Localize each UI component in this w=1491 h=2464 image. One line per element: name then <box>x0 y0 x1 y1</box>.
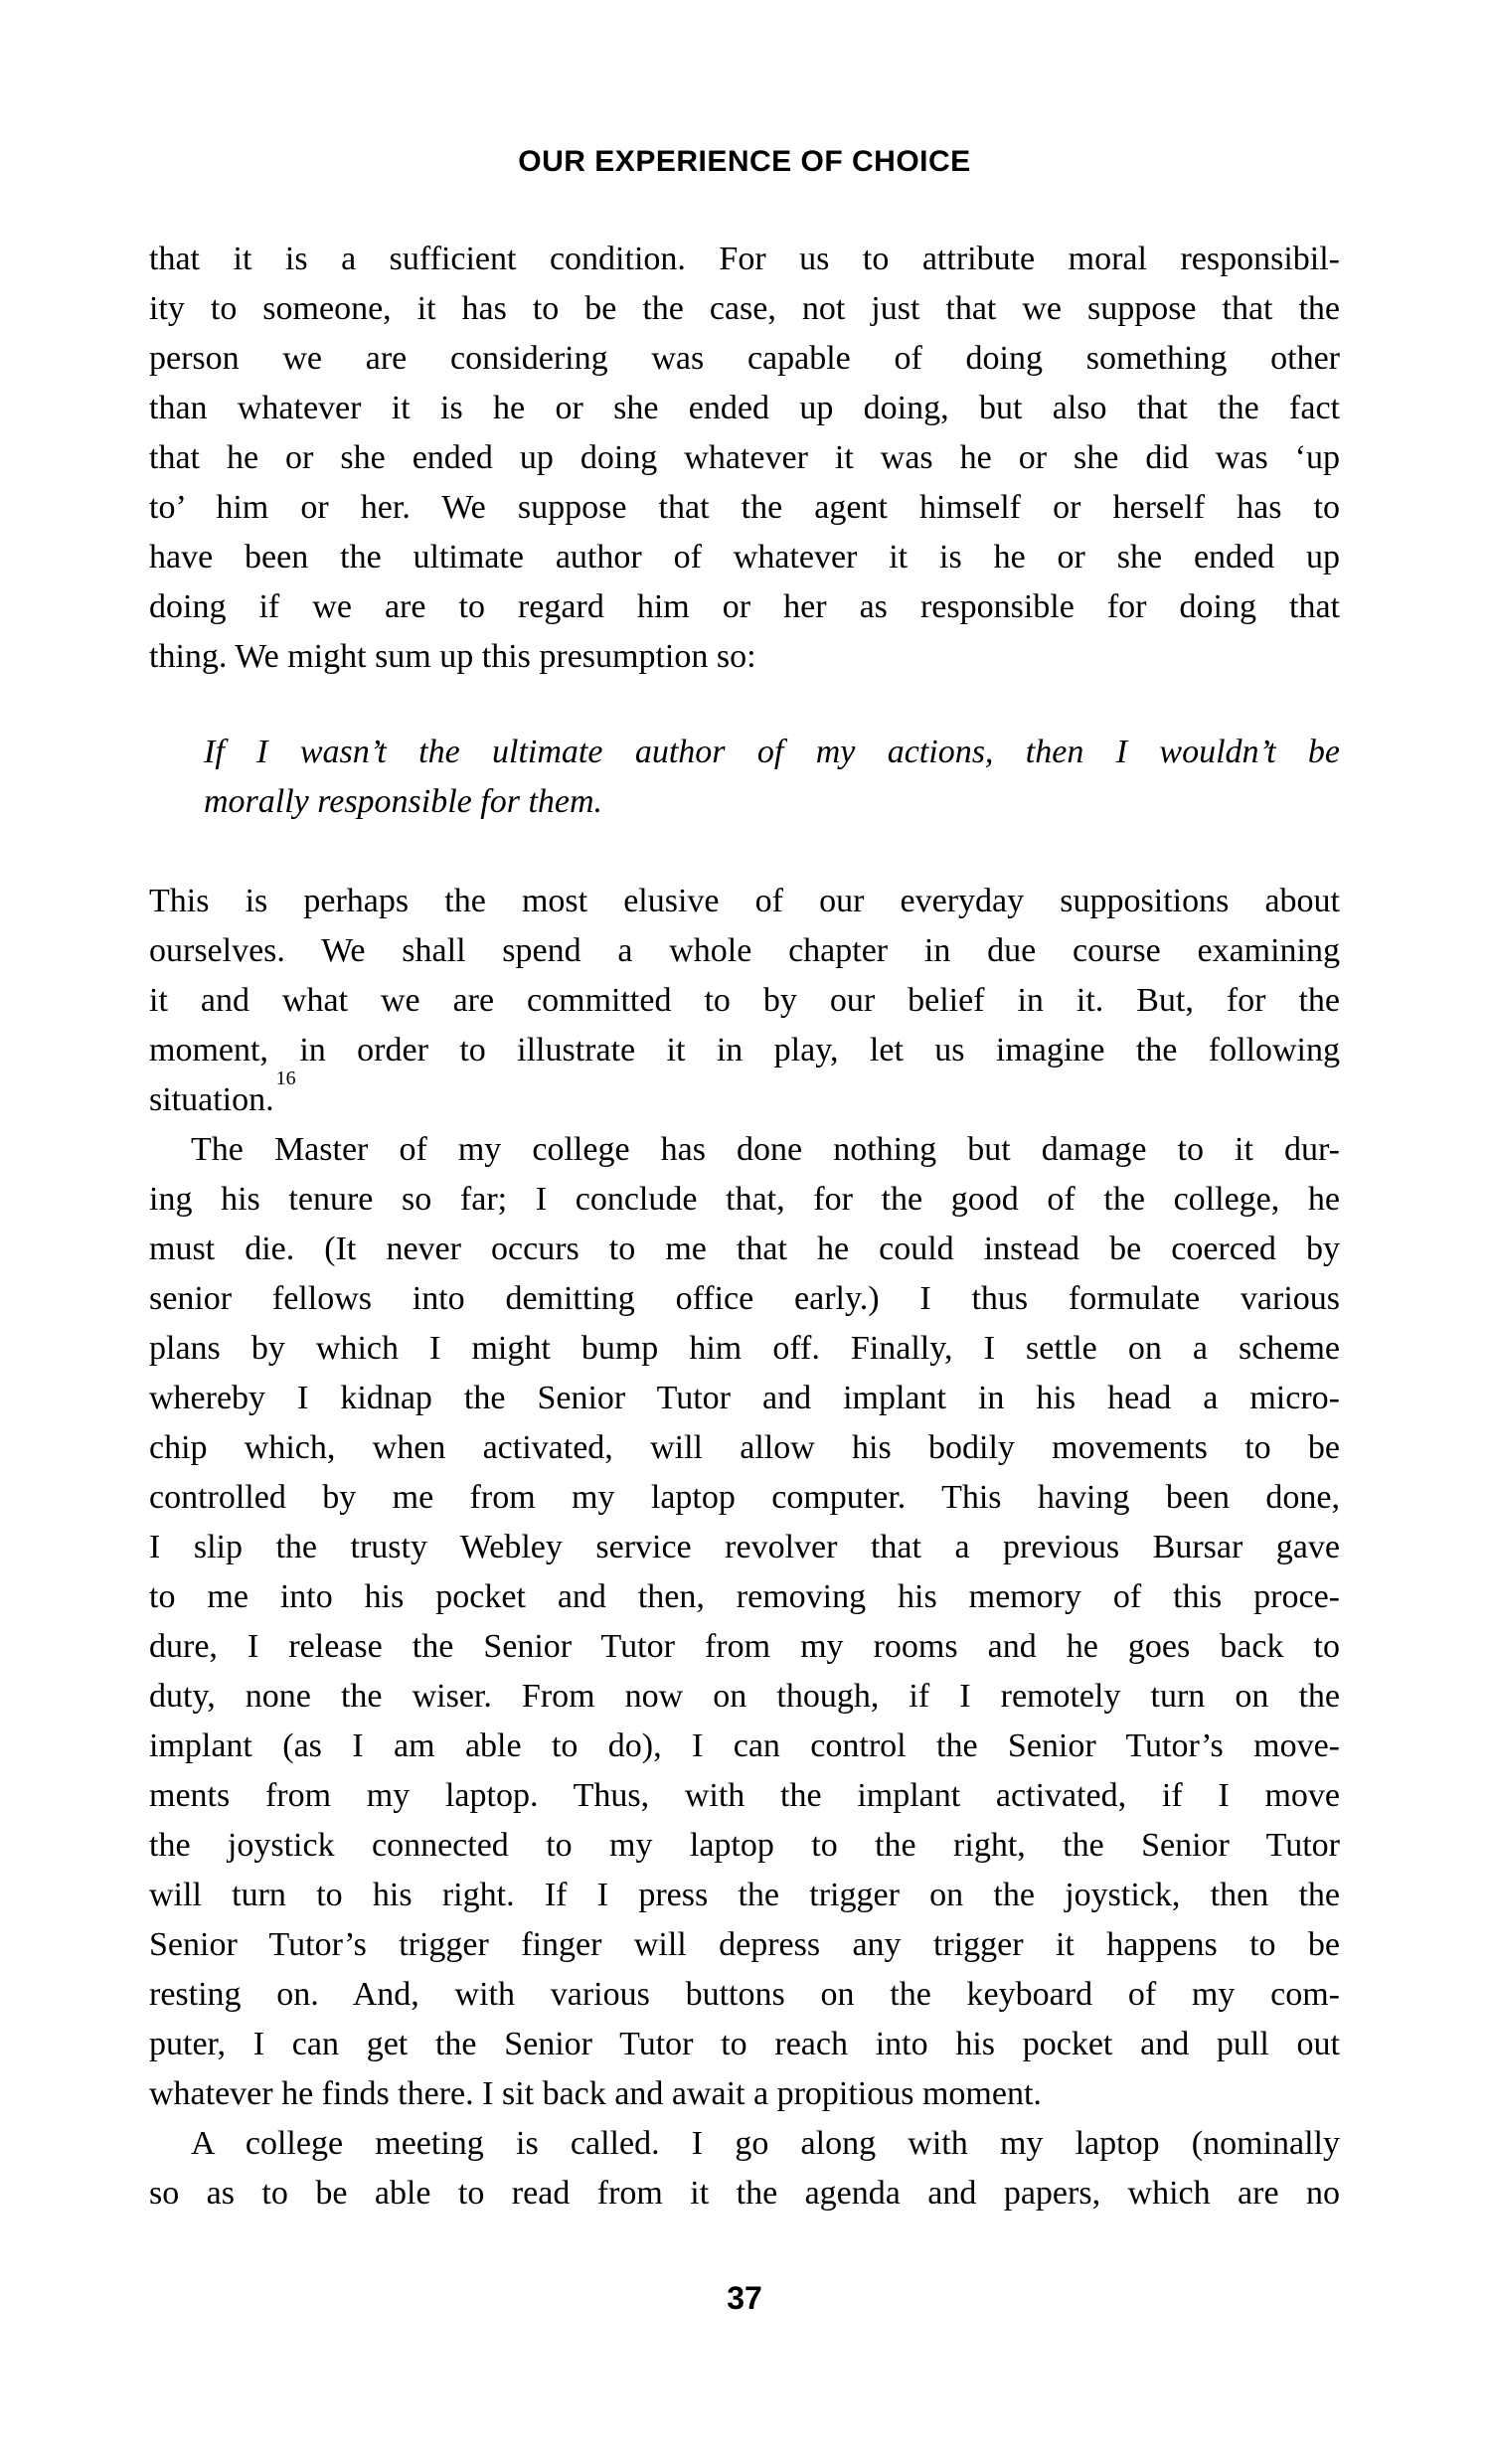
running-header <box>149 145 1340 179</box>
text-line: ing his tenure so far; I conclude that, for the good of the college, he <box>149 1181 1340 1218</box>
situation-text: situation. <box>149 1081 274 1118</box>
text-line: implant (as I am able to do), I can control the Senior Tutor’s move- <box>149 1727 1340 1764</box>
text-line: thing. We might sum up this presumption so: <box>149 638 756 675</box>
text-line: Senior Tutor’s trigger finger will depress any trigger it happens to be <box>149 1926 1340 1963</box>
text-line: ments from my laptop. Thus, with the implant activated, if I move <box>149 1777 1340 1814</box>
page-number: 37 <box>727 2280 762 2316</box>
text-line: doing if we are to regard him or her as responsible for doing that <box>149 588 1340 625</box>
text-line: must die. (It never occurs to me that he could instead be coerced by <box>149 1231 1340 1267</box>
running-header-text: OUR EXPERIENCE OF CHOICE <box>518 145 971 178</box>
text-line: ourselves. We shall spend a whole chapter in due course examining <box>149 932 1340 969</box>
text-column <box>149 235 1340 2218</box>
text-line: plans by which I might bump him off. Finally, I settle on a scheme <box>149 1330 1340 1367</box>
text-line: resting on. And, with various buttons on the keyboard of my com- <box>149 1976 1340 2013</box>
paragraph-master-of-college <box>149 1125 1340 2119</box>
paragraph-sufficient-condition <box>149 235 1340 682</box>
text-line: have been the ultimate author of whatever it is he or she ended up <box>149 539 1340 575</box>
footnote-ref-16: 16 <box>275 1067 296 1089</box>
paragraph-lines <box>149 877 1340 1075</box>
text-line: ity to someone, it has to be the case, not just that we suppose that the <box>149 290 1340 327</box>
text-line: will turn to his right. If I press the trigger on the joystick, then the <box>149 1877 1340 1913</box>
paragraph-college-meeting <box>149 2119 1340 2218</box>
text-line: so as to be able to read from it the agenda and papers, which are no <box>149 2175 1340 2212</box>
text-line: than whatever it is he or she ended up doing, but also that the fact <box>149 390 1340 426</box>
text-line: If I wasn’t the ultimate author of my actions, then I wouldn’t be <box>204 734 1340 770</box>
text-line: duty, none the wiser. From now on though, if I remotely turn on the <box>149 1678 1340 1715</box>
text-line: it and what we are committed to by our belief in it. But, for the <box>149 982 1340 1019</box>
block-quote <box>204 728 1340 827</box>
text-line: This is perhaps the most elusive of our everyday suppositions about <box>149 883 1340 919</box>
text-line: the joystick connected to my laptop to the right, the Senior Tutor <box>149 1827 1340 1864</box>
text-line: The Master of my college has done nothing but damage to it dur- <box>191 1131 1340 1168</box>
text-line <box>149 1067 1340 1125</box>
text-line: A college meeting is called. I go along with my laptop (nominally <box>191 2125 1340 2162</box>
text-line: controlled by me from my laptop computer. This having been done, <box>149 1479 1340 1516</box>
text-line: to’ him or her. We suppose that the agent himself or herself has to <box>149 489 1340 526</box>
text-line: dure, I release the Senior Tutor from my rooms and he goes back to <box>149 1628 1340 1665</box>
text-line: moment, in order to illustrate it in play, let us imagine the following <box>149 1032 1340 1068</box>
paragraph-elusive-supposition <box>149 877 1340 1125</box>
text-line: whereby I kidnap the Senior Tutor and implant in his head a micro- <box>149 1380 1340 1416</box>
text-line: to me into his pocket and then, removing his memory of this proce- <box>149 1578 1340 1615</box>
text-line: senior fellows into demitting office early.) I thus formulate various <box>149 1280 1340 1317</box>
text-line: whatever he finds there. I sit back and await a propitious moment. <box>149 2075 1042 2112</box>
text-line: that he or she ended up doing whatever it was he or she did was ‘up <box>149 439 1340 476</box>
text-line: person we are considering was capable of doing something other <box>149 340 1340 377</box>
text-line: morally responsible for them. <box>204 783 603 820</box>
text-line: that it is a sufficient condition. For us to attribute moral responsibil- <box>149 241 1340 277</box>
text-line: chip which, when activated, will allow his bodily movements to be <box>149 1429 1340 1466</box>
text-line: puter, I can get the Senior Tutor to reach into his pocket and pull out <box>149 2026 1340 2062</box>
text-line: I slip the trusty Webley service revolver that a previous Bursar gave <box>149 1529 1340 1565</box>
